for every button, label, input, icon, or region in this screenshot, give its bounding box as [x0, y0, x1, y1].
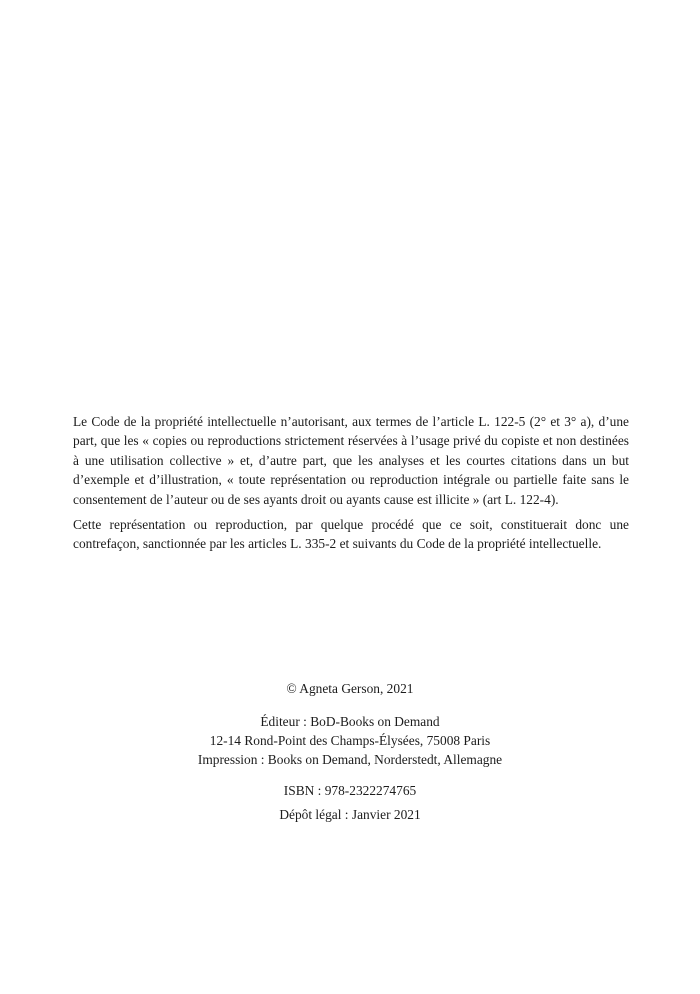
publisher-line: Éditeur : BoD-Books on Demand — [260, 714, 440, 729]
copyright-notice — [0, 679, 700, 698]
legal-notice — [73, 412, 629, 560]
legal-deposit-block — [0, 805, 700, 824]
isbn-line: ISBN : 978-2322274765 — [283, 783, 417, 798]
isbn-block — [0, 781, 700, 800]
copyright-line: © Agneta Gerson, 2021 — [286, 681, 414, 696]
legal-deposit-line: Dépôt légal : Janvier 2021 — [279, 807, 421, 822]
legal-notice-paragraph-1: Le Code de la propriété intellectuelle n’autorisant, aux termes de l’article L. 122-5 (2° et 3° a), d’une part, que les « copies ou reproductions strictement réservées à l’usage privé du copiste et non destinées à une utilisation collective » et, d’autre part, que les analyses et les courtes citations dans un but d’exemple et d’illustration, « toute représentation ou reproduction intégrale ou partielle faite sans le consentement de l’auteur ou de ses ayants droit ou ayants cause est illicite » (art L. 122-4). — [73, 414, 629, 507]
legal-notice-paragraph-2: Cette représentation ou reproduction, par quelque procédé que ce soit, constituerait donc une contrefaçon, sanctionnée par les articles L. 335-2 et suivants du Code de la propriété intellectuelle. — [73, 517, 629, 552]
publisher-block — [0, 712, 700, 769]
publisher-address: 12-14 Rond-Point des Champs-Élysées, 75008 Paris — [209, 733, 491, 748]
printer-line: Impression : Books on Demand, Norderstedt, Allemagne — [197, 752, 503, 767]
